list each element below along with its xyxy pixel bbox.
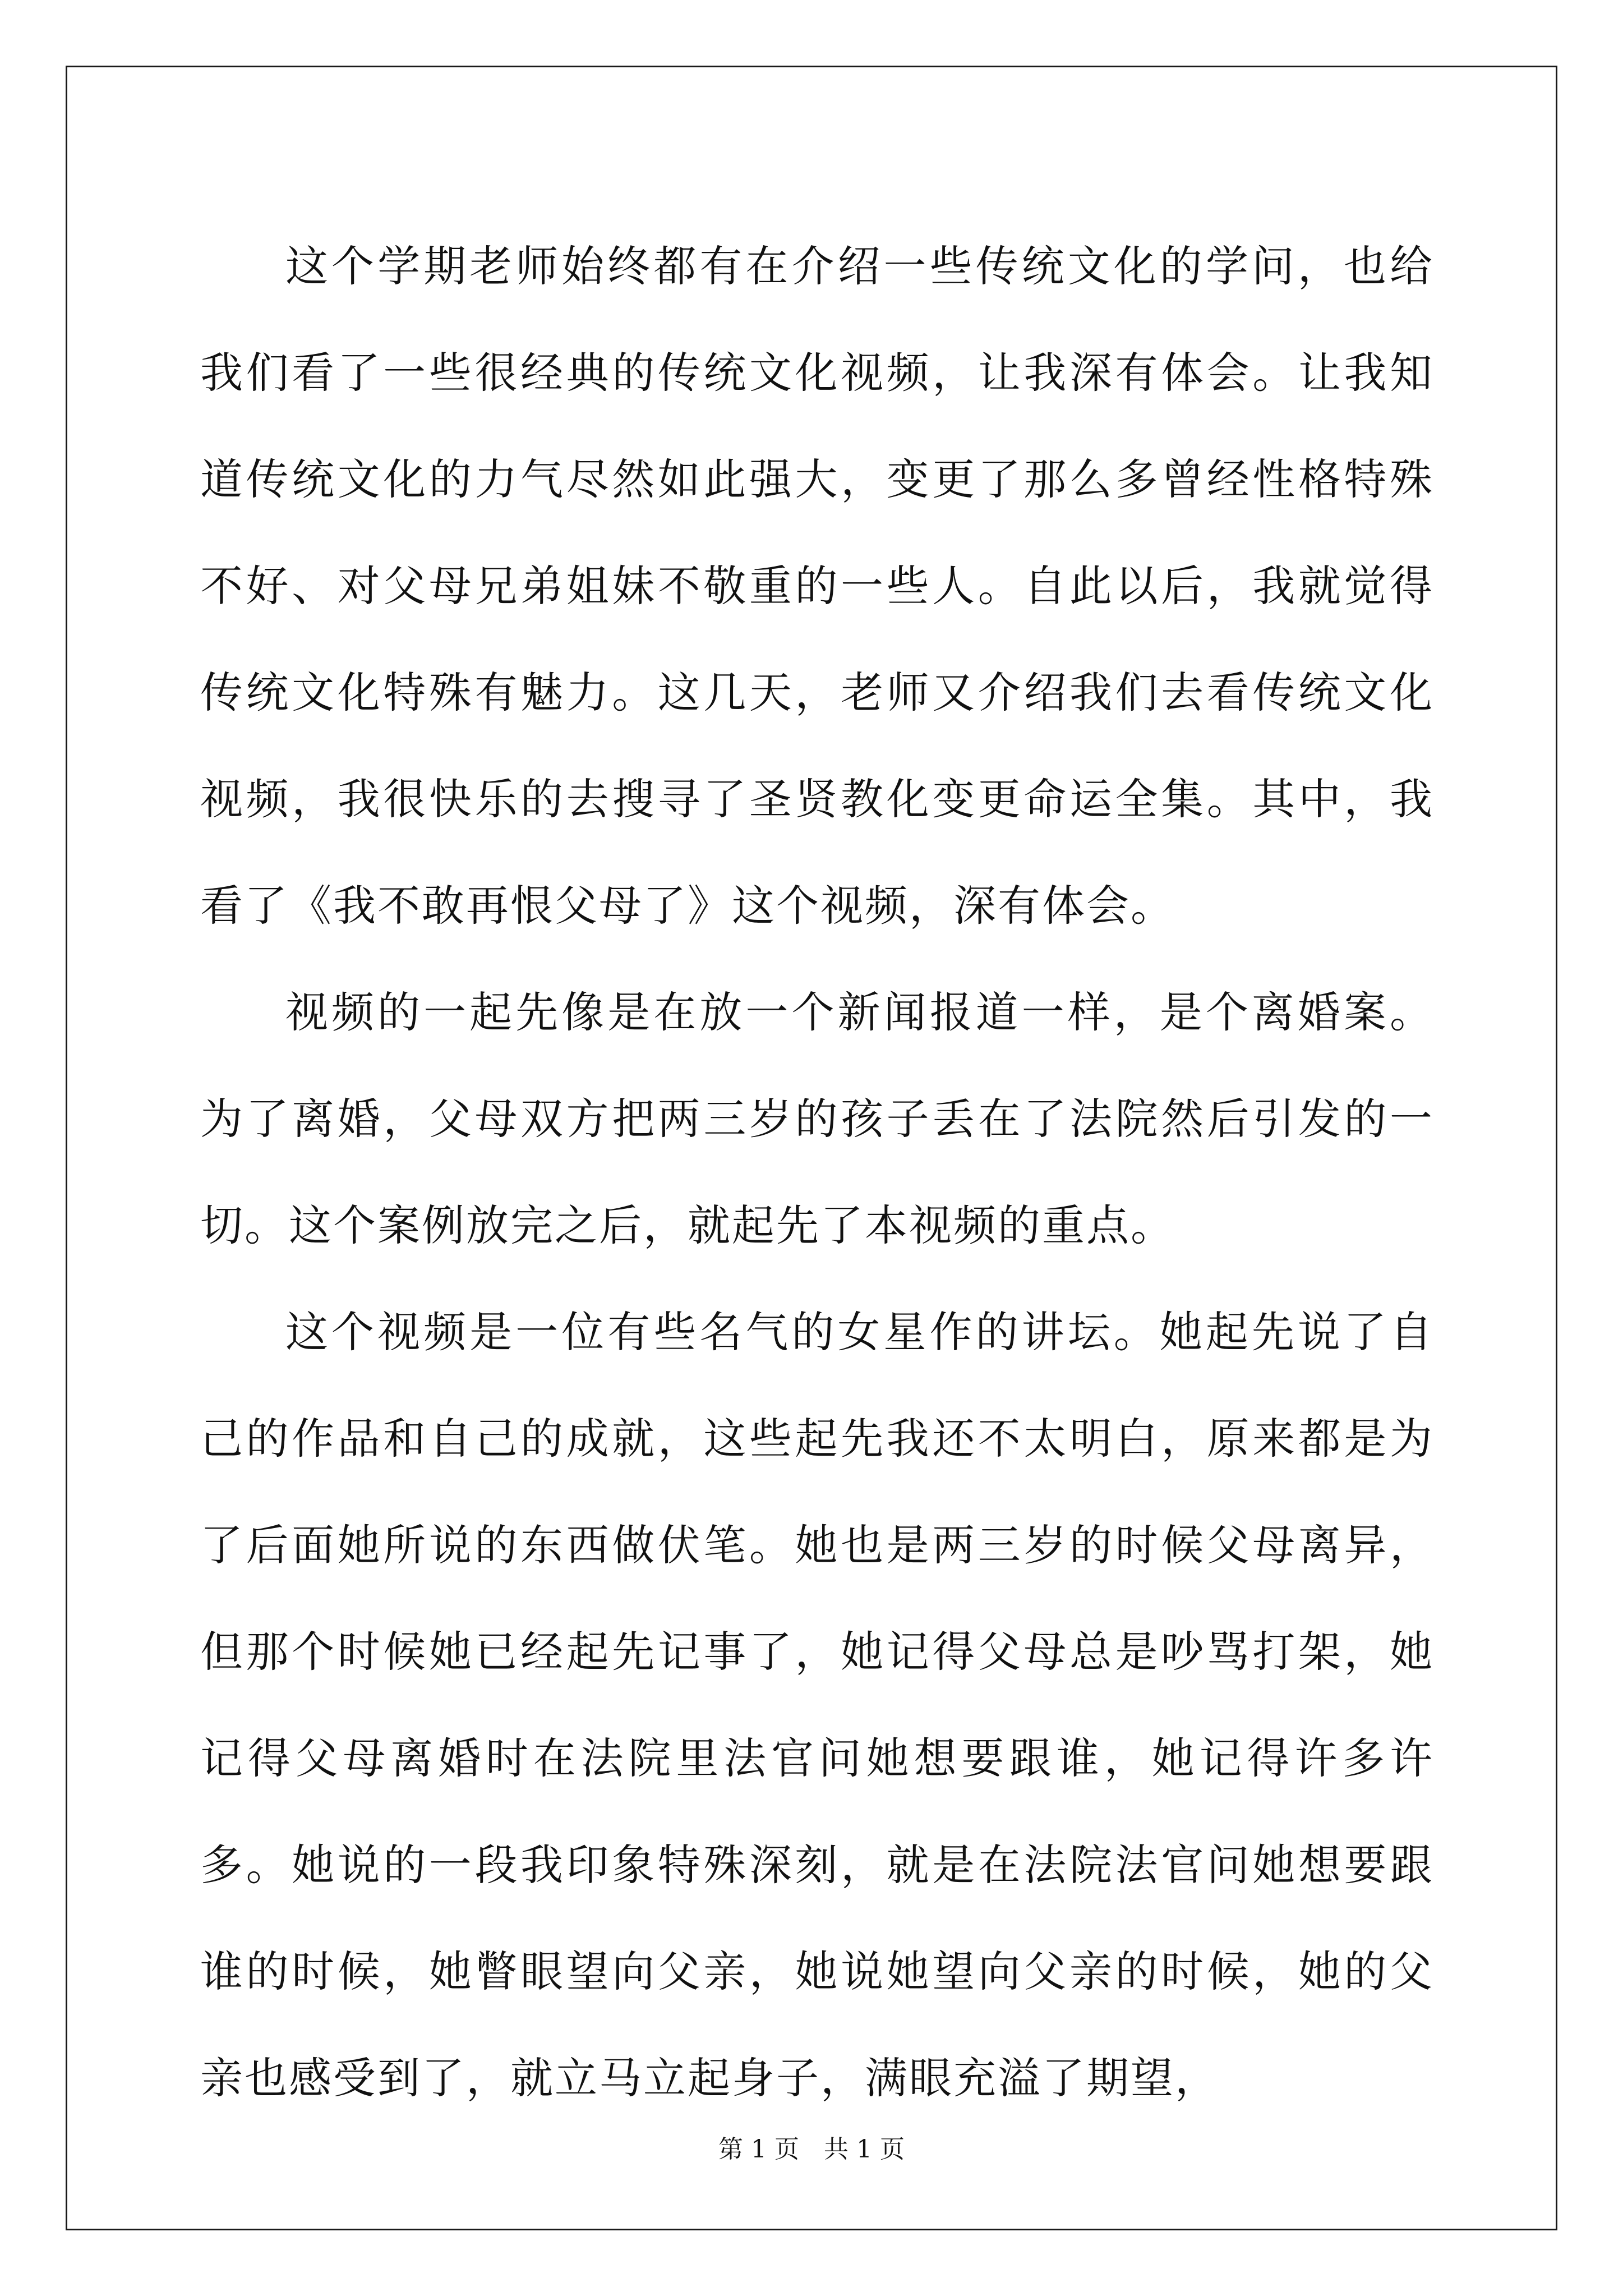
page-footer: 第 1 页 共 1 页 <box>718 2135 905 2164</box>
document-body <box>200 213 1434 2132</box>
paragraph-2: 视频的一起先像是在放一个新闻报道一样，是个离婚案。为了离婚，父母双方把两三岁的孩子丢在了法院然后引发的一切。这个案例放完之后，就起先了本视频的重点。 <box>200 987 1434 1250</box>
paragraph-1: 这个学期老师始终都有在介绍一些传统文化的学问，也给我们看了一些很经典的传统文化视频，让我深有体会。让我知道传统文化的力气尽然如此强大，变更了那么多曾经性格特殊不好、对父母兄弟姐妹不敬重的一些人。自此以后，我就觉得传统文化特殊有魅力。这几天，老师又介绍我们去看传统文化视频，我很快乐的去搜寻了圣贤教化变更命运全集。其中，我看了《我不敢再恨父母了》这个视频，深有体会。 <box>200 241 1434 931</box>
paragraph-3: 这个视频是一位有些名气的女星作的讲坛。她起先说了自己的作品和自己的成就，这些起先我还不太明白，原来都是为了后面她所说的东西做伏笔。她也是两三岁的时候父母离异，但那个时候她已经起先记事了，她记得父母总是吵骂打架，她记得父母离婚时在法院里法官问她想要跟谁，她记得许多许多。她说的一段我印象特殊深刻，就是在法院法官问她想要跟谁的时候，她瞥眼望向父亲，她说她望向父亲的时候，她的父亲也感受到了，就立马立起身子，满眼充溢了期望， <box>200 1307 1434 2103</box>
